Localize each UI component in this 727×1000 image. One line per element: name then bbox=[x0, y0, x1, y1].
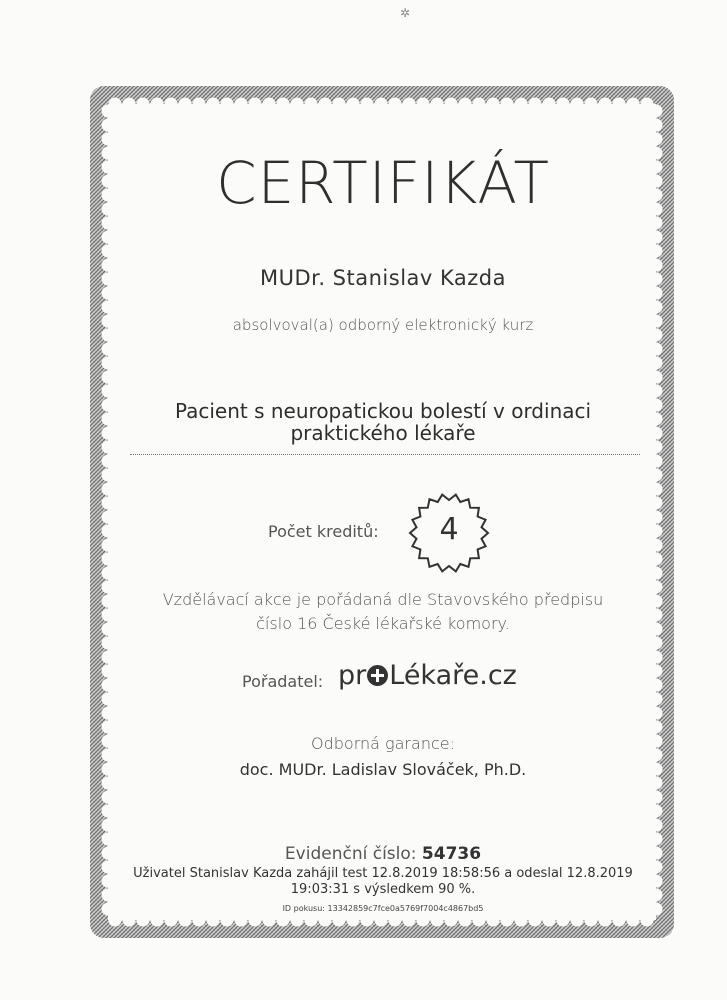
credits-label: Počet kreditů: bbox=[268, 522, 379, 541]
guarantor-name: doc. MUDr. Ladislav Slováček, Ph.D. bbox=[239, 760, 527, 779]
test-record-line1: Uživatel Stanislav Kazda zahájil test 12.8.2019 18:58:56 a odeslal 12.8.2019 bbox=[133, 866, 633, 881]
organizer-label: Pořadatel: bbox=[242, 672, 324, 691]
course-title-line1: Pacient s neuropatickou bolestí v ordinaci bbox=[174, 399, 592, 423]
credit-badge bbox=[408, 492, 490, 574]
attempt-id bbox=[118, 904, 648, 913]
guarantee-label: Odborná garance: bbox=[311, 734, 455, 753]
completion-statement: absolvoval(a) odborný elektronický kurz bbox=[232, 316, 534, 334]
scan-artifact-mark: ✲ bbox=[400, 6, 411, 20]
course-title bbox=[118, 400, 648, 444]
regulation-statement bbox=[118, 588, 648, 636]
evidence-label: Evidenční číslo: bbox=[284, 844, 417, 864]
certificate-title: CERTIFIKÁT bbox=[216, 149, 550, 217]
evidence-value: 54736 bbox=[421, 844, 482, 864]
regulation-statement-line1: Vzdělávací akce je pořádaná dle Stavovského předpisu bbox=[162, 590, 604, 609]
regulation-statement-line2: číslo 16 České lékařské komory. bbox=[256, 614, 510, 633]
attempt-id-label: ID pokusu: bbox=[282, 904, 325, 913]
certificate-body bbox=[118, 108, 648, 928]
participant-name: MUDr. Stanislav Kazda bbox=[259, 266, 507, 290]
plus-cross-icon bbox=[367, 665, 388, 686]
logo-prefix: pr bbox=[338, 660, 367, 691]
organizer-logo bbox=[338, 660, 517, 691]
test-record-line2: 19:03:31 s výsledkem 90 %. bbox=[290, 882, 476, 897]
course-title-line2: praktického lékaře bbox=[290, 421, 476, 445]
evidence-number bbox=[118, 844, 648, 864]
credits-value: 4 bbox=[439, 512, 459, 547]
dotted-divider bbox=[130, 454, 640, 455]
test-record-note bbox=[118, 866, 648, 898]
attempt-id-value: 13342859c7fce0a5769f7004c4867bd5 bbox=[327, 904, 484, 913]
credits-row bbox=[118, 492, 648, 572]
organizer-row bbox=[118, 660, 648, 700]
logo-suffix: Lékaře.cz bbox=[389, 660, 517, 691]
